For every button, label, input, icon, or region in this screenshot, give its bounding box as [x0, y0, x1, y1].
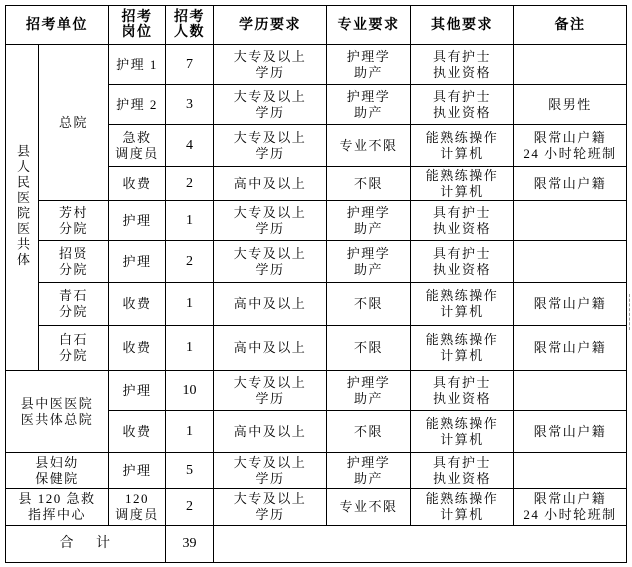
major-cell: 专业不限 — [327, 489, 411, 526]
post-cell: 收费 — [109, 283, 166, 326]
count-cell: 1 — [166, 411, 214, 453]
major-cell: 不限 — [327, 283, 411, 326]
education-cell: 大专及以上 学历 — [214, 371, 327, 411]
education-cell: 大专及以上 学历 — [214, 45, 327, 85]
major-cell: 护理学 助产 — [327, 201, 411, 241]
total-count: 39 — [166, 526, 214, 563]
header-post: 招考 岗位 — [109, 6, 166, 45]
group-name: 县人民医院医共体 — [15, 143, 30, 268]
post-cell: 收费 — [109, 411, 166, 453]
other-cell: 具有护士 执业资格 — [411, 241, 514, 283]
total-label: 合 计 — [6, 526, 166, 563]
count-cell: 10 — [166, 371, 214, 411]
remarks-cell: 限常山户籍 — [514, 326, 627, 371]
post-cell: 护理 — [109, 453, 166, 489]
count-cell: 3 — [166, 85, 214, 125]
table-row — [6, 326, 627, 371]
post-cell: 收费 — [109, 167, 166, 201]
table-row — [6, 201, 627, 241]
education-cell: 大专及以上 学历 — [214, 125, 327, 167]
other-cell: 能熟练操作 计算机 — [411, 411, 514, 453]
table-row — [6, 241, 627, 283]
post-cell: 护理 — [109, 371, 166, 411]
other-cell: 具有护士 执业资格 — [411, 371, 514, 411]
other-cell: 具有护士 执业资格 — [411, 45, 514, 85]
remarks-cell: 限常山户籍 24 小时轮班制 — [514, 125, 627, 167]
major-cell: 护理学 助产 — [327, 453, 411, 489]
unit-cell: 白石 分院 — [39, 326, 109, 371]
header-major: 专业要求 — [327, 6, 411, 45]
count-cell: 7 — [166, 45, 214, 85]
table-row — [6, 45, 627, 85]
header-count: 招考 人数 — [166, 6, 214, 45]
unit-cell: 县中医医院 医共体总院 — [6, 371, 109, 453]
other-cell: 能熟练操作 计算机 — [411, 326, 514, 371]
post-cell: 护理 — [109, 241, 166, 283]
header-education: 学历要求 — [214, 6, 327, 45]
table-row — [6, 283, 627, 326]
count-cell: 4 — [166, 125, 214, 167]
remarks-cell: 限男性 — [514, 85, 627, 125]
other-cell: 能熟练操作 计算机 — [411, 167, 514, 201]
total-row — [6, 526, 627, 563]
remarks-cell: 限常山户籍 — [514, 283, 627, 326]
education-cell: 大专及以上 学历 — [214, 453, 327, 489]
other-cell: 能熟练操作 计算机 — [411, 489, 514, 526]
unit-cell: 招贤 分院 — [39, 241, 109, 283]
table-row — [6, 371, 627, 411]
count-cell: 1 — [166, 326, 214, 371]
other-cell: 具有护士 执业资格 — [411, 201, 514, 241]
major-cell: 不限 — [327, 167, 411, 201]
education-cell: 大专及以上 学历 — [214, 201, 327, 241]
count-cell: 2 — [166, 241, 214, 283]
post-cell: 急救 调度员 — [109, 125, 166, 167]
table-row — [6, 489, 627, 526]
remarks-cell: 限常山户籍 — [514, 411, 627, 453]
unit-cell: 青石 分院 — [39, 283, 109, 326]
other-cell: 能熟练操作 计算机 — [411, 283, 514, 326]
education-cell: 高中及以上 — [214, 167, 327, 201]
remarks-cell — [514, 453, 627, 489]
major-cell: 护理学 助产 — [327, 85, 411, 125]
unit-cell: 总院 — [39, 45, 109, 201]
page-edge-mark — [629, 294, 630, 330]
remarks-cell: 限常山户籍 24 小时轮班制 — [514, 489, 627, 526]
education-cell: 高中及以上 — [214, 411, 327, 453]
count-cell: 5 — [166, 453, 214, 489]
other-cell: 能熟练操作 计算机 — [411, 125, 514, 167]
group-name-cell — [6, 45, 39, 371]
remarks-cell: 限常山户籍 — [514, 167, 627, 201]
unit-cell: 芳村 分院 — [39, 201, 109, 241]
major-cell: 不限 — [327, 411, 411, 453]
recruitment-table — [5, 5, 627, 563]
post-cell: 护理 1 — [109, 45, 166, 85]
major-cell: 护理学 助产 — [327, 45, 411, 85]
count-cell: 1 — [166, 283, 214, 326]
total-blank-cell — [214, 526, 627, 563]
remarks-cell — [514, 241, 627, 283]
header-other: 其他要求 — [411, 6, 514, 45]
header-remarks: 备注 — [514, 6, 627, 45]
education-cell: 大专及以上 学历 — [214, 85, 327, 125]
education-cell: 大专及以上 学历 — [214, 489, 327, 526]
count-cell: 1 — [166, 201, 214, 241]
education-cell: 高中及以上 — [214, 326, 327, 371]
major-cell: 不限 — [327, 326, 411, 371]
major-cell: 护理学 助产 — [327, 371, 411, 411]
education-cell: 大专及以上 学历 — [214, 241, 327, 283]
post-cell: 120 调度员 — [109, 489, 166, 526]
post-cell: 收费 — [109, 326, 166, 371]
major-cell: 护理学 助产 — [327, 241, 411, 283]
post-cell: 护理 2 — [109, 85, 166, 125]
other-cell: 具有护士 执业资格 — [411, 453, 514, 489]
header-row — [6, 6, 627, 45]
count-cell: 2 — [166, 167, 214, 201]
major-cell: 专业不限 — [327, 125, 411, 167]
unit-cell: 县妇幼 保健院 — [6, 453, 109, 489]
unit-cell: 县 120 急救 指挥中心 — [6, 489, 109, 526]
post-cell: 护理 — [109, 201, 166, 241]
remarks-cell — [514, 201, 627, 241]
table-row — [6, 453, 627, 489]
remarks-cell — [514, 45, 627, 85]
other-cell: 具有护士 执业资格 — [411, 85, 514, 125]
header-unit: 招考单位 — [6, 6, 109, 45]
count-cell: 2 — [166, 489, 214, 526]
education-cell: 高中及以上 — [214, 283, 327, 326]
remarks-cell — [514, 371, 627, 411]
